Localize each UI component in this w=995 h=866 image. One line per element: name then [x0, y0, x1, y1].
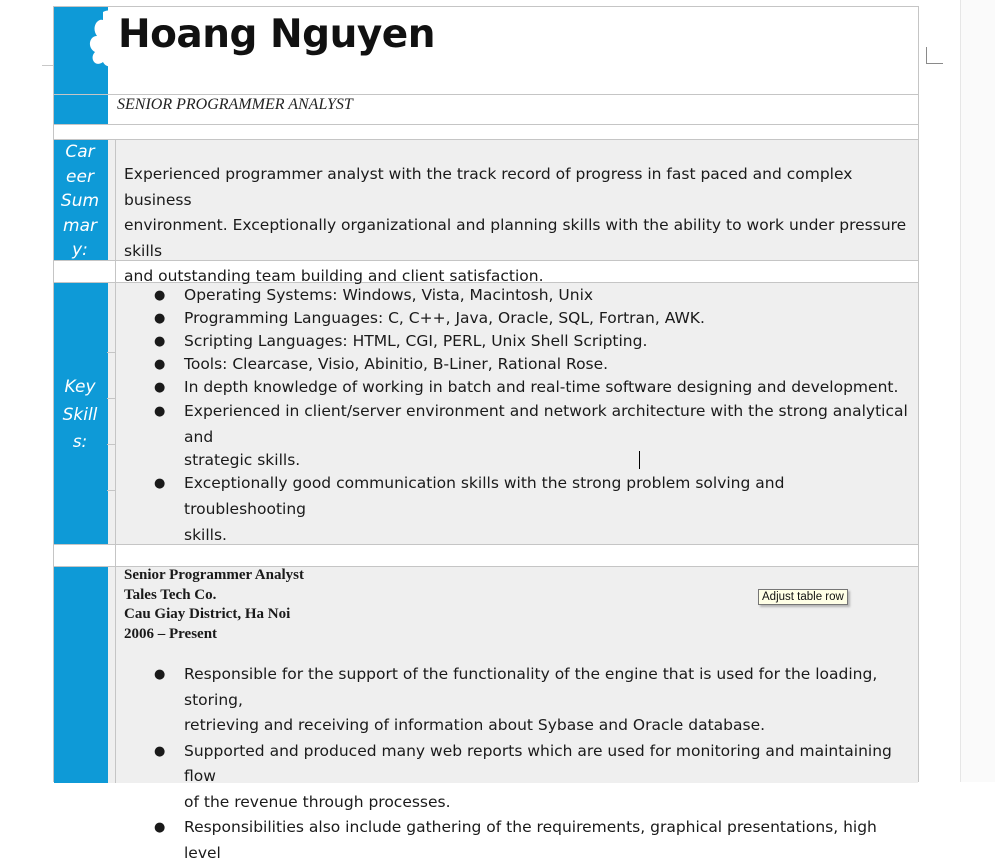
job-period: 2006 – Present	[124, 625, 218, 642]
list-item: ● Programming Languages: C, C++, Java, Oracle, SQL, Fortran, AWK.	[154, 309, 705, 327]
accent-column-experience	[54, 567, 108, 783]
job-heading[interactable]	[124, 566, 304, 644]
cell-border	[115, 545, 116, 567]
text-cursor	[639, 451, 640, 469]
cell-border	[115, 261, 116, 283]
accent-column-title	[54, 95, 108, 125]
job-title: SENIOR PROGRAMMER ANALYST	[117, 96, 353, 113]
list-item-continued: skills.	[184, 526, 227, 544]
responsibilities-list[interactable]	[124, 662, 909, 866]
adjust-table-row-tooltip: Adjust table row	[758, 589, 848, 605]
summary-line: Experienced programmer analyst with the track record of progress in fast paced and complex business	[124, 165, 853, 209]
career-summary-label: Car eer Sum mar y:	[60, 142, 100, 260]
key-skills-list[interactable]	[124, 284, 909, 549]
list-item: ● Tools: Clearcase, Visio, Abinitio, B-Liner, Rational Rose.	[154, 355, 609, 373]
cell-border	[115, 567, 116, 783]
job-position: Senior Programmer Analyst	[124, 567, 304, 583]
job-company: Tales Tech Co.	[124, 586, 217, 603]
summary-line: environment. Exceptionally organizational and planning skills with the ability to work under pressure skills	[124, 216, 907, 260]
summary-line: and outstanding team building and client satisfaction.	[124, 267, 544, 285]
list-item: ● Supported and produced many web reports which are used for monitoring and maintaining flow	[154, 741, 892, 785]
spacer-row[interactable]	[54, 124, 918, 140]
cell-border	[115, 140, 116, 261]
list-item: ● Responsibilities also include gathering of the requirements, graphical presentations, high level	[154, 818, 877, 862]
page-corner-mark	[926, 47, 943, 64]
page-gutter-right	[960, 0, 995, 782]
career-summary-text[interactable]	[124, 162, 914, 290]
list-item-continued: of the revenue through processes.	[184, 792, 451, 811]
candidate-name: Hoang Nguyen	[118, 12, 435, 57]
row-tick-marks	[107, 282, 115, 544]
list-item: ● In depth knowledge of working in batch and real-time software designing and development.	[154, 378, 899, 396]
list-item-continued: strategic skills.	[184, 451, 301, 469]
list-item: ● Scripting Languages: HTML, CGI, PERL, Unix Shell Scripting.	[154, 332, 648, 350]
cell-border	[115, 283, 116, 545]
list-item: ● Responsible for the support of the functionality of the engine that is used for the loading, storing,	[154, 665, 878, 709]
list-item: ● Exceptionally good communication skills with the strong problem solving and troubleshooting	[154, 474, 785, 518]
list-item: ● Operating Systems: Windows, Vista, Macintosh, Unix	[154, 286, 594, 304]
list-item-continued: retrieving and receiving of information about Sybase and Oracle database.	[184, 716, 766, 734]
list-item: ● Experienced in client/server environment and network architecture with the strong analytical and	[154, 402, 908, 446]
key-skills-label: Key Skill s:	[62, 377, 98, 452]
job-location: Cau Giay District, Ha Noi	[124, 606, 291, 622]
